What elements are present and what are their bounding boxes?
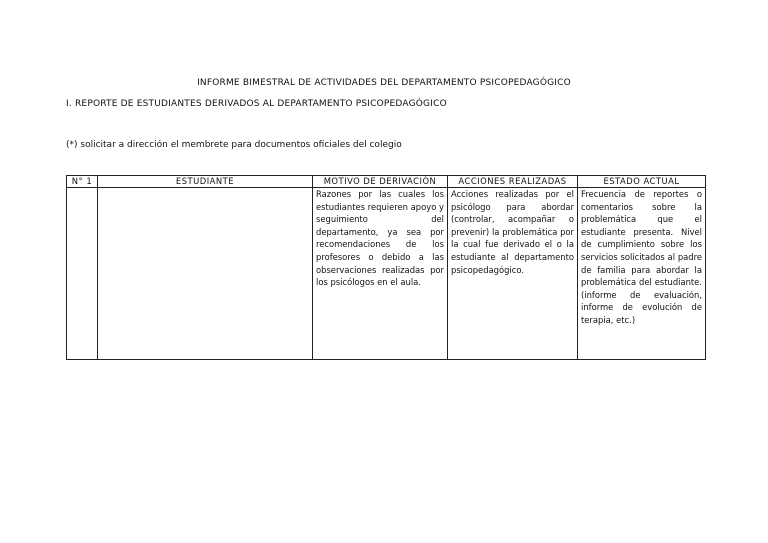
header-student: ESTUDIANTE [98, 176, 313, 188]
header-status: ESTADO ACTUAL [578, 176, 706, 188]
document-title: INFORME BIMESTRAL DE ACTIVIDADES DEL DEPARTAMENTO PSICOPEDAGÓGICO [197, 78, 571, 88]
table-header-row [67, 176, 706, 188]
cell-student [98, 188, 313, 360]
header-number: N° 1 [67, 176, 98, 188]
cell-status: Frecuencia de reportes o comentarios sobre la problemática que el estudiante presenta. Nivel de cumplimiento sobre los servicios solicitados al padre de familia para abordar la problemática del estudiante. (informe de evaluación, informe de evolución de terapia, etc.) [578, 188, 706, 360]
header-actions: ACCIONES REALIZADAS [448, 176, 578, 188]
student-report-table [66, 175, 706, 360]
letterhead-note: (*) solicitar a dirección el membrete para documentos oficiales del colegio [66, 140, 402, 150]
section-heading: I. REPORTE DE ESTUDIANTES DERIVADOS AL DEPARTAMENTO PSICOPEDAGÓGICO [66, 99, 447, 109]
cell-number [67, 188, 98, 360]
cell-reason: Razones por las cuales los estudiantes requieren apoyo y seguimiento del departamento, ya sea por recomendaciones de los profesores o debido a las observaciones realizadas por los psicólogos en el aula. [313, 188, 448, 360]
cell-actions: Acciones realizadas por el psicólogo para abordar (controlar, acompañar o prevenir) la problemática por la cual fue derivado el o la estudiante al departamento psicopedagógico. [448, 188, 578, 360]
table-row [67, 188, 706, 360]
header-reason: MOTIVO DE DERIVACIÓN [313, 176, 448, 188]
